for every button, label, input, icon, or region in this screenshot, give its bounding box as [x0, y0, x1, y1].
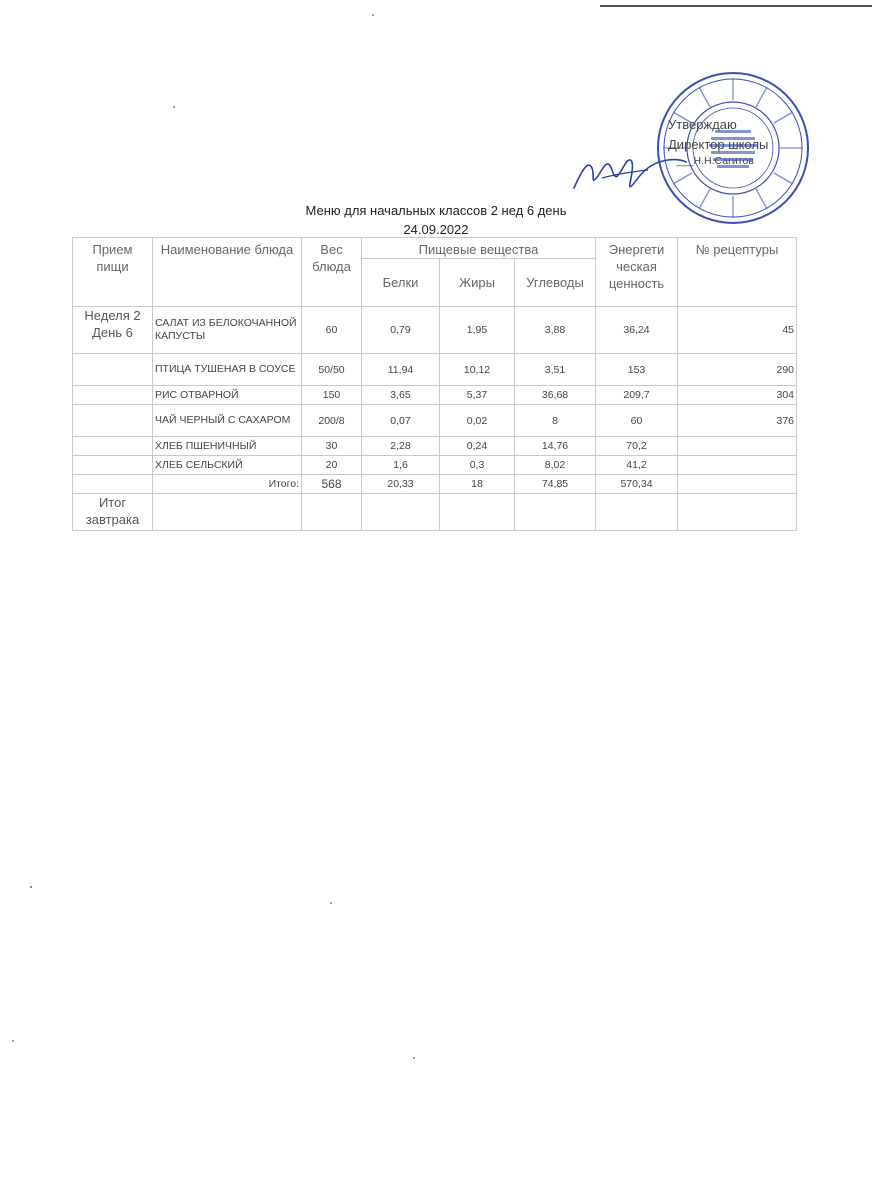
approval-line-3: [668, 155, 768, 168]
signature-underline: ___: [676, 155, 694, 167]
dish-fats: 0,02: [440, 405, 515, 437]
dish-fats: 0,3: [440, 456, 515, 475]
dish-name: ХЛЕБ СЕЛЬСКИЙ: [153, 456, 302, 475]
dish-carbs: 3,51: [515, 354, 596, 386]
footer-empty-cell: [362, 494, 440, 531]
menu-date: 24.09.2022: [403, 222, 469, 237]
total-label: Итого:: [153, 475, 302, 494]
dish-weight: 50/50: [302, 354, 362, 386]
footer-row: [73, 494, 797, 531]
dish-energy: 60: [596, 405, 678, 437]
dish-carbs: 8,02: [515, 456, 596, 475]
meal-empty-cell: [73, 354, 153, 386]
director-name: Н.Н.Сагитов: [693, 155, 754, 167]
approval-line-2: Директор школы: [668, 137, 769, 152]
dish-energy: 36,24: [596, 307, 678, 354]
scan-speck: [173, 106, 175, 108]
dish-recipe: 45: [678, 307, 797, 354]
header-meal: Прием пищи: [73, 238, 153, 307]
header-carbs: Углеводы: [515, 259, 596, 307]
table-row: [73, 405, 797, 437]
dish-name: ХЛЕБ ПШЕНИЧНЫЙ: [153, 437, 302, 456]
dish-energy: 70,2: [596, 437, 678, 456]
dish-proteins: 0,07: [362, 405, 440, 437]
meal-label: Неделя 2 День 6: [73, 307, 153, 354]
dish-carbs: 8: [515, 405, 596, 437]
header-dish: Наименование блюда: [153, 238, 302, 307]
dish-recipe: [678, 437, 797, 456]
footer-empty-cell: [302, 494, 362, 531]
footer-empty-cell: [153, 494, 302, 531]
approval-line-1: Утверждаю: [668, 117, 737, 132]
dish-name: РИС ОТВАРНОЙ: [153, 386, 302, 405]
dish-proteins: 11,94: [362, 354, 440, 386]
dish-energy: 153: [596, 354, 678, 386]
scan-speck: [372, 14, 374, 16]
total-recipe-empty: [678, 475, 797, 494]
dish-fats: 1,95: [440, 307, 515, 354]
header-fats: Жиры: [440, 259, 515, 307]
dish-weight: 60: [302, 307, 362, 354]
dish-proteins: 3,65: [362, 386, 440, 405]
dish-weight: 20: [302, 456, 362, 475]
dish-name: САЛАТ ИЗ БЕЛОКОЧАННОЙ КАПУСТЫ: [153, 307, 302, 354]
table-row: [73, 456, 797, 475]
dish-carbs: 14,76: [515, 437, 596, 456]
scan-speck: [12, 1040, 14, 1042]
dish-name: ЧАЙ ЧЕРНЫЙ С САХАРОМ: [153, 405, 302, 437]
footer-empty-cell: [515, 494, 596, 531]
header-energy: Энергети ческая ценность: [596, 238, 678, 307]
total-row: [73, 475, 797, 494]
total-carbs: 74,85: [515, 475, 596, 494]
dish-fats: 5,37: [440, 386, 515, 405]
meal-empty-cell: [73, 475, 153, 494]
total-energy: 570,34: [596, 475, 678, 494]
dish-name: ПТИЦА ТУШЕНАЯ В СОУСЕ: [153, 354, 302, 386]
dish-energy: 209,7: [596, 386, 678, 405]
meal-empty-cell: [73, 386, 153, 405]
scan-speck: [30, 886, 32, 888]
menu-table: [72, 237, 797, 531]
dish-fats: 10,12: [440, 354, 515, 386]
total-proteins: 20,33: [362, 475, 440, 494]
footer-empty-cell: [678, 494, 797, 531]
meal-empty-cell: [73, 437, 153, 456]
dish-carbs: 3,88: [515, 307, 596, 354]
meal-empty-cell: [73, 405, 153, 437]
table-row: [73, 386, 797, 405]
total-weight: 568: [302, 475, 362, 494]
dish-proteins: 0,79: [362, 307, 440, 354]
header-nutrients: Пищевые вещества: [362, 238, 596, 259]
dish-energy: 41,2: [596, 456, 678, 475]
meal-empty-cell: [73, 456, 153, 475]
scan-edge-line: [600, 5, 872, 7]
header-weight: Вес блюда: [302, 238, 362, 307]
dish-proteins: 2,28: [362, 437, 440, 456]
dish-proteins: 1,6: [362, 456, 440, 475]
total-fats: 18: [440, 475, 515, 494]
header-recipe: № рецептуры: [678, 238, 797, 307]
scan-speck: [330, 902, 332, 904]
footer-label: Итог завтрака: [73, 494, 153, 531]
dish-recipe: 304: [678, 386, 797, 405]
header-proteins: Белки: [362, 259, 440, 307]
dish-recipe: 290: [678, 354, 797, 386]
footer-empty-cell: [596, 494, 678, 531]
dish-weight: 150: [302, 386, 362, 405]
table-row: [73, 354, 797, 386]
dish-recipe: 376: [678, 405, 797, 437]
dish-fats: 0,24: [440, 437, 515, 456]
approval-block: [668, 115, 768, 168]
dish-weight: 200/8: [302, 405, 362, 437]
table-row: [73, 307, 797, 354]
scan-speck: [413, 1057, 415, 1059]
dish-recipe: [678, 456, 797, 475]
page-title: Меню для начальных классов 2 нед 6 день: [305, 203, 567, 218]
table-row: [73, 437, 797, 456]
footer-empty-cell: [440, 494, 515, 531]
dish-carbs: 36,68: [515, 386, 596, 405]
header-row: [73, 238, 797, 259]
dish-weight: 30: [302, 437, 362, 456]
